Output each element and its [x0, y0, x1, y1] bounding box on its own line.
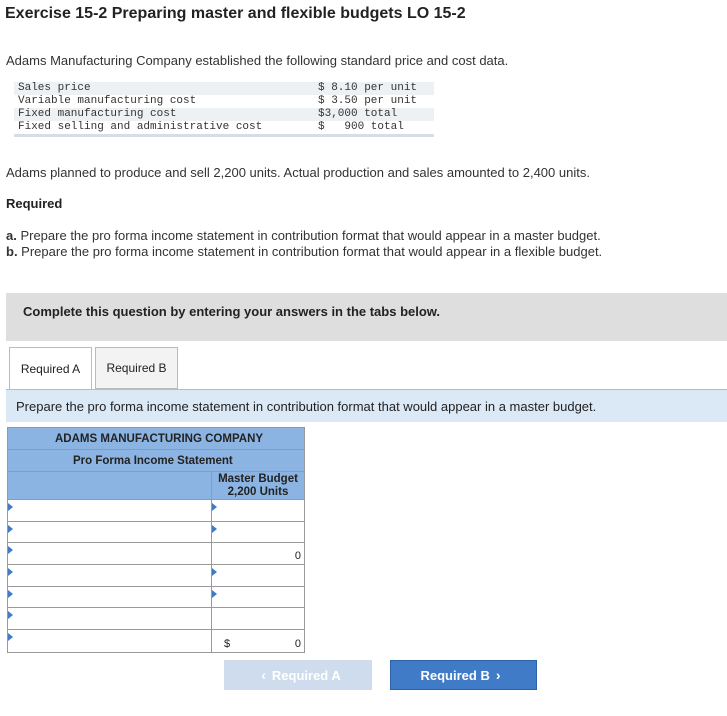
dropdown-arrow-icon — [8, 503, 13, 511]
dropdown-arrow-icon — [8, 633, 13, 641]
label-column-header — [8, 472, 212, 499]
cost-value: $3,000 total — [318, 108, 398, 120]
row-label-select[interactable] — [8, 587, 212, 608]
row-label-select[interactable] — [8, 630, 212, 652]
row-value-input[interactable] — [212, 608, 304, 629]
dropdown-arrow-icon — [212, 590, 217, 598]
complete-banner-text: Complete this question by entering your answers in the tabs below. — [23, 304, 441, 319]
instruction-text: Prepare the pro forma income statement in contribution format that would appear in a master budget. — [16, 399, 597, 414]
row-label-select[interactable] — [8, 565, 212, 586]
dropdown-arrow-icon — [8, 525, 13, 533]
requirement-a-prefix: a. — [6, 228, 17, 243]
intro-text: Adams Manufacturing Company established the following standard price and cost data. — [6, 53, 509, 68]
dropdown-arrow-icon — [212, 525, 217, 533]
cost-row — [14, 82, 434, 95]
row-value-input[interactable] — [212, 565, 304, 586]
table-row — [8, 608, 304, 630]
requirement-a — [6, 228, 601, 243]
cost-label: Fixed manufacturing cost — [18, 108, 177, 120]
dropdown-arrow-icon — [8, 611, 13, 619]
requirement-b — [6, 244, 602, 259]
prev-tab-button[interactable] — [224, 660, 372, 690]
requirement-b-text: Prepare the pro forma income statement in contribution format that would appear in a flexible budget. — [17, 244, 603, 259]
column-header-line2: 2,200 Units — [227, 486, 289, 498]
cost-label: Fixed selling and administrative cost — [18, 121, 263, 133]
row-value: 0 — [294, 637, 301, 650]
table-row — [8, 565, 304, 587]
table-row — [8, 522, 304, 544]
row-value: 0 — [294, 550, 301, 563]
page-title: Exercise 15-2 Preparing master and flexible budgets LO 15-2 — [5, 5, 466, 22]
row-value-input[interactable] — [212, 500, 304, 521]
row-value-input[interactable] — [212, 587, 304, 608]
dropdown-arrow-icon — [8, 568, 13, 576]
dollar-sign: $ — [224, 637, 231, 650]
tab-required-a[interactable]: Required A — [9, 347, 92, 389]
cost-row — [14, 121, 434, 134]
cost-value: $ 3.50 per unit — [318, 95, 418, 107]
row-label-select[interactable] — [8, 543, 212, 564]
row-value-input[interactable] — [212, 522, 304, 543]
next-tab-button[interactable] — [390, 660, 537, 690]
planned-text: Adams planned to produce and sell 2,200 units. Actual production and sales amounted to 2,400 units. — [6, 165, 590, 180]
required-heading: Required — [6, 196, 63, 211]
cost-value: $ 900 total — [318, 121, 404, 133]
table-row — [8, 500, 304, 522]
requirement-b-prefix: b. — [6, 244, 18, 259]
table-row — [8, 587, 304, 609]
cost-row — [14, 95, 434, 108]
row-label-select[interactable] — [8, 522, 212, 543]
next-tab-label: Required B — [420, 667, 490, 683]
statement-company: ADAMS MANUFACTURING COMPANY — [8, 428, 304, 450]
dropdown-arrow-icon — [212, 568, 217, 576]
prev-tab-label: Required A — [271, 667, 341, 683]
tab-required-b[interactable]: Required B — [95, 347, 178, 389]
row-label-select[interactable] — [8, 500, 212, 521]
income-statement-table — [7, 427, 305, 653]
dropdown-arrow-icon — [212, 503, 217, 511]
cost-row — [14, 108, 434, 121]
column-header-line1: Master Budget — [218, 473, 298, 485]
cost-value: $ 8.10 per unit — [318, 82, 418, 94]
chevron-right-icon: › — [495, 667, 501, 683]
master-budget-column-header — [212, 472, 304, 499]
row-value-input[interactable] — [212, 543, 304, 564]
row-value-input[interactable] — [212, 630, 304, 652]
cost-label: Variable manufacturing cost — [18, 95, 197, 107]
statement-subtitle: Pro Forma Income Statement — [8, 450, 304, 472]
table-row — [8, 630, 304, 652]
dropdown-arrow-icon — [8, 590, 13, 598]
chevron-left-icon: ‹ — [261, 667, 266, 683]
requirement-a-text: Prepare the pro forma income statement in contribution format that would appear in a master budget. — [16, 228, 601, 243]
dropdown-arrow-icon — [8, 546, 13, 554]
cost-data-table — [14, 82, 434, 137]
table-row — [8, 543, 304, 565]
statement-column-header-row — [8, 472, 304, 500]
cost-label: Sales price — [18, 82, 91, 94]
row-label-select[interactable] — [8, 608, 212, 629]
